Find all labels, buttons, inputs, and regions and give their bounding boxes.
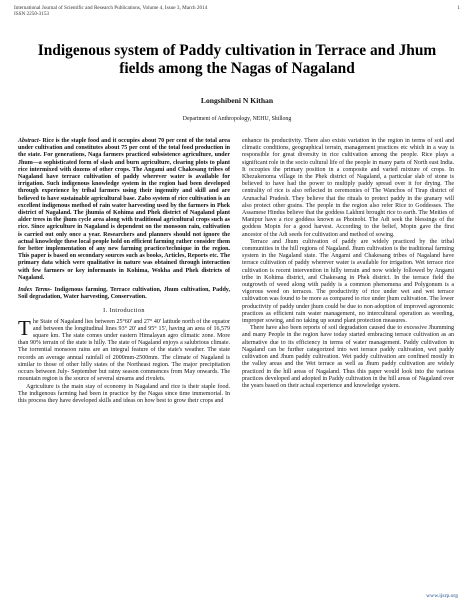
issn: ISSN 2250-3153 <box>14 11 50 18</box>
intro-paragraph-1-text: he State of Nagaland lies between 25°60' and 27° 40' latitude north of the equator and between the longitudinal lines 93° 20' and 95° 15', having an area of 16,579 square km. The state comes under eastern Himalayan agro climatic zone. More than 90% terrain of the state is hilly. The state of Nagaland enjoys a salubrious climate. The torrential monsoon rains are an integral feature of the state's weather. The state records an average annual rainfall of 2000mm-2500mm. The climate of Nagaland is similar to those of other hilly states of the Northeast region. The major precipitation occurs between July- September but rainy season commences from May onwards. The mountain region is the source of several streams and rivulets. <box>18 318 230 383</box>
index-terms-text: Indigenous farming, Terrace cultivation, Jhum cultivation, Paddy, Soil degradation, Water harvesting, Conservation. <box>18 287 230 301</box>
paper-title: Indigenous system of Paddy cultivation in Terrace and Jhum fields among the Nagas of Nagaland <box>37 42 437 77</box>
left-column <box>18 138 230 405</box>
journal-header <box>14 5 460 17</box>
abstract-text: Rice is the staple food and it occupies about 70 per cent of the total area under cultivation and constitutes about 75 per cent of the total food production in the state. For generations, Naga farmers practiced subsistence agriculture, under Jhum—a sophisticated form of slash and burn agriculture, clearing plots to plant rice intermixed with dozens of other crops. The Angami and Chakesang tribes of Nagaland have terrace cultivation of paddy wherever water is available for irrigation. Such indigenous knowledge system in the region had been developed through experience by tribal farmers using their ingenuity and skill and are believed to have sustainable agricultural base. Zabo system of rice cultivation is an excellent indigenous method of rain water harvesting used by the farmers in Phek district of Nagaland. The jhumia of Kohima and Phek district of Nagaland plant alder trees in the jhum cycle area along with traditional agricultural crops such as rice. Since agriculture in Nagaland is dependent on the monsoon rain, cultivation is carried out only once a year. Researchers and planners should not ignore the actual knowledge these local people hold on efficient farming rather consider them for better implementation of any new farming practice/technique in the region. This paper is based on secondary sources such as books, Articles, Reports etc. The primary data which were qualitative in nature was obtained through interaction with few farmers or key informants in Kohima, Wokha and Phek districts of Nagaland. <box>18 138 230 281</box>
right-column <box>242 138 454 390</box>
index-terms <box>18 287 230 301</box>
abstract-label: Abstract- <box>18 138 41 144</box>
index-terms-label: Index Terms- <box>18 287 53 294</box>
right-paragraph-3: There have also been reports of soil degradation caused due to excessive Jhumming and many People in the region have today started embracing terrace cultivation as an alternative due to its efficiency in terms of water management. Paddy cultivation in Nagaland can be further categorized into wet terrace paddy cultivation, wet paddy cultivation and Jhum paddy cultivation. Wet paddy cultivation are confined mostly in the valley areas and the Wet terrace as well as Jhum paddy cultivation are widely practiced in the hill areas of Nagaland. Thus this paper would look into the various practices developed and adopted in Paddy cultivation in the hill areas of Nagaland over the years based on their actual experience and knowledge system. <box>242 325 454 389</box>
drop-cap: T <box>18 315 31 340</box>
abstract <box>18 138 230 282</box>
right-paragraph-2: Terrace and Jhum cultivation of paddy are widely practiced by the tribal communities in the hill regions of Nagaland. Jhum cultivation is the traditional farming system in the Nagaland state. The Angami and Chakesang tribes of Nagaland have terrace cultivation of paddy wherever water is available for irrigation. Wet terrace rice cultivation is recent intervention in hilly terrain and now widely followed by Angami tribe in Kohima district, and Chakesang in Phek district. In the terrace field the outgrowth of weed along with paddy is a common phenomena and Polygonum is a vigorous weed on terraces. The productivity of rice under wet and wet terrace cultivation was found to be more as compared to rice under jhum cultivation. The lower productivity of paddy under jhum could be due to non adoption of improved agronomic practices as efficient rain water management, no intercultural operation as weeding, improper sowing, and no taking up sound plant protection measures. <box>242 238 454 325</box>
journal-url[interactable]: www.ijsrp.org <box>426 593 458 599</box>
intro-paragraph-2: Agriculture is the main stay of economy in Nagaland and rice is their staple food. The indigenous farming had been in practice by the Nagas since time immemorial. In this process they have developed skills and ideas on how best to grow their crops and <box>18 383 230 404</box>
author-name: Longshibeni N Kithan <box>200 96 274 105</box>
intro-paragraph-1 <box>18 315 230 384</box>
author-affiliation: Department of Anthropology, NEHU, Shillong <box>182 116 292 122</box>
right-paragraph-1: enhance its productivity. There also exists variation in the region in terms of soil and climatic conditions, geographical terrain, management practices etc which in a way is responsible for great diversity in rice cultivation among the people. Rice plays a significant role in the socio cultural life of the people in many parts of North east India. It occupies the primary position in a composite and varied mixture of crops. In Khezakenoma village in the Phek district of Nagaland, a particular slab of stone is believed to have had the power to multiply paddy spread over it for drying. The centrality of rice is also reflected in ceremonies of The Wanchos of Tirap district of Arunachal Pradesh. They believe that the rituals to protect paddy in the granary will also protect other grains. The people in the region also refer Rice to Goddesses. The Assamese Hindus believe that the goddess Lakhmi brought rice to earth. The Meities of Manipur have a rice goddess known as Phoinobi. The Adi seek the blessings of the goddess Mopin for a good harvest. According to the belief, Mopin gave the first ancestor of the Adi seeds for cultivation and method of sowing. <box>242 138 454 238</box>
page-number: 1 <box>457 5 460 11</box>
journal-line: International Journal of Scientific and Research Publications, Volume 4, Issue 3, March 2014 <box>14 5 208 11</box>
section-heading-introduction: I. Introduction <box>103 307 145 315</box>
